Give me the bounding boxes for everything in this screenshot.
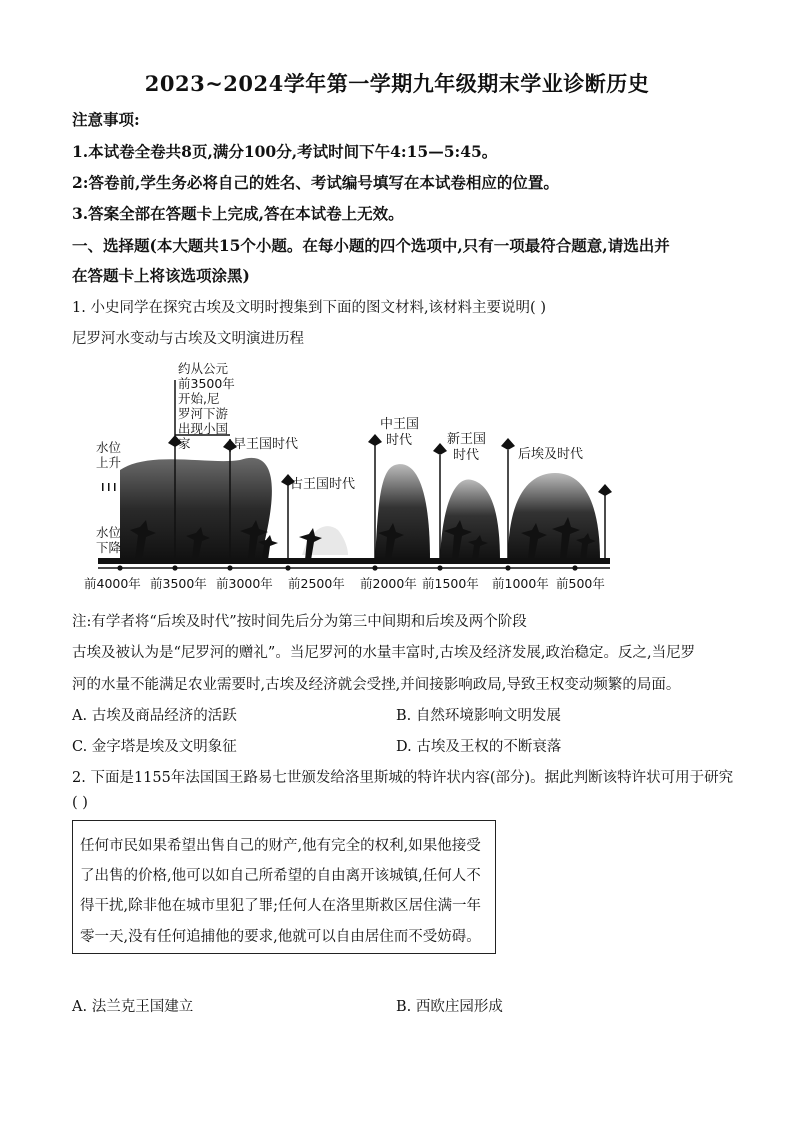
- q2-stem-line1: 2. 下面是1155年法国国王路易七世颁发给洛里斯城的特许状内容(部分)。据此判断该特许状可用于研究: [72, 770, 734, 786]
- q2-charter-line-1: 任何市民如果希望出售自己的财产,他有完全的权利,如果他接受: [80, 838, 481, 854]
- timeline-label: 前3500年: [150, 576, 207, 591]
- timeline-label: 前2000年: [360, 576, 417, 591]
- q2-option-a[interactable]: A. 法兰克王国建立: [72, 999, 194, 1015]
- q2-charter-line-3: 得干扰,除非他在城市里犯了罪;任何人在洛里斯救区居住满一年: [80, 898, 481, 914]
- annotation-line-2: 前3500年: [178, 376, 235, 391]
- section-heading-line2: 在答题卡上将该选项涂黑): [72, 266, 250, 285]
- timeline-label: 前3000年: [216, 576, 273, 591]
- notice-item-3: 3.答案全部在答题卡上完成,答在本试卷上无效。: [72, 204, 404, 223]
- section-heading-line1: 一、选择题(本大题共15个小题。在每小题的四个选项中,只有一项最符合题意,请选出并: [72, 236, 670, 255]
- timeline-label: 前2500年: [288, 576, 345, 591]
- q1-figure-title: 尼罗河水变动与古埃及文明演进历程: [72, 331, 304, 347]
- q2-charter-line-2: 了出售的价格,他可以如自己所希望的自由离开该城镇,任何人不: [80, 868, 481, 884]
- q1-stem: 1. 小史同学在探究古埃及文明时搜集到下面的图文材料,该材料主要说明( ): [72, 300, 546, 316]
- q1-material-line2: 河的水量不能满足农业需要时,古埃及经济就会受挫,并间接影响政局,导致王权变动频繁的局面。: [72, 677, 681, 693]
- timeline-label: 前4000年: [84, 576, 141, 591]
- era-middle-kingdom-1: 中王国: [380, 417, 420, 432]
- era-new-kingdom-2: 时代: [453, 448, 480, 463]
- q2-charter-line-4: 零一天,没有任何追捕他的要求,他就可以自由居住而不受妨碍。: [80, 929, 481, 945]
- era-early-kingdom: 早王国时代: [233, 437, 299, 452]
- q1-option-a[interactable]: A. 古埃及商品经济的活跃: [72, 708, 237, 724]
- water-down-label-1: 水位: [96, 525, 122, 540]
- era-late-period: 后埃及时代: [518, 447, 584, 462]
- water-hill-new: [440, 479, 500, 560]
- annotation-line-4: 罗河下游: [178, 406, 229, 421]
- water-down-label-2: 下降: [96, 540, 122, 555]
- water-hill-middle: [375, 464, 430, 560]
- annotation-line-6: 家: [178, 436, 191, 451]
- q1-option-d[interactable]: D. 古埃及王权的不断衰落: [396, 739, 562, 755]
- q1-option-c[interactable]: C. 金字塔是埃及文明象征: [72, 739, 237, 755]
- nile-figure: [80, 355, 620, 595]
- notice-item-1: 1.本试卷全卷共8页,满分100分,考试时间下午4:15—5:45。: [72, 142, 498, 161]
- page-title: 2023~2024学年第一学期九年级期末学业诊断历史: [144, 71, 650, 96]
- era-old-kingdom: 古王国时代: [290, 477, 356, 492]
- q2-stem-line2: ( ): [72, 795, 88, 811]
- q2-option-b[interactable]: B. 西欧庄园形成: [396, 999, 503, 1015]
- q1-note: 注:有学者将“后埃及时代”按时间先后分为第三中间期和后埃及两个阶段: [72, 614, 527, 630]
- timeline-label: 前1000年: [492, 576, 549, 591]
- water-up-label-1: 水位: [96, 440, 122, 455]
- q1-option-b[interactable]: B. 自然环境影响文明发展: [396, 708, 561, 724]
- timeline-label: 前500年: [556, 576, 605, 591]
- era-middle-kingdom-2: 时代: [386, 433, 413, 448]
- annotation-line-3: 开始,尼: [178, 391, 220, 406]
- annotation-line-1: 约从公元: [178, 361, 229, 376]
- q1-material-line1: 古埃及被认为是“尼罗河的赠礼”。当尼罗河的水量丰富时,古埃及经济发展,政治稳定。反之,当尼罗: [72, 645, 696, 661]
- annotation-line-5: 出现小国: [178, 421, 229, 436]
- water-up-label-2: 上升: [96, 455, 122, 470]
- notice-item-2: 2:答卷前,学生务必将自己的姓名、考试编号填写在本试卷相应的位置。: [72, 173, 559, 192]
- notice-heading: 注意事项:: [72, 110, 140, 129]
- era-new-kingdom-1: 新王国: [447, 432, 487, 447]
- timeline-label: 前1500年: [422, 576, 479, 591]
